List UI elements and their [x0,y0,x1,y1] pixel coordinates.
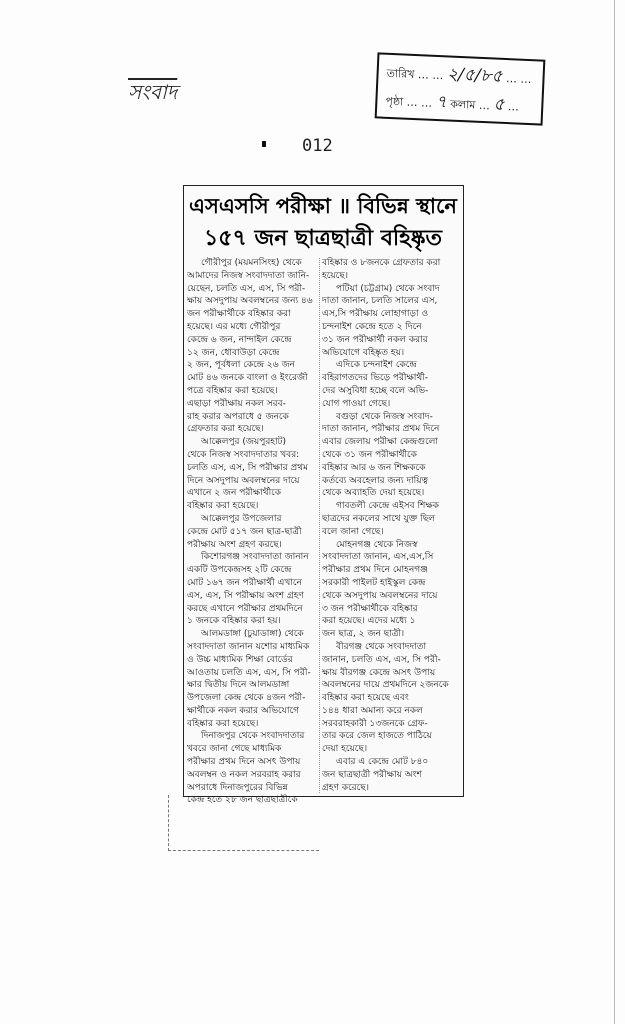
stamp-page-value: ৭ [435,91,448,113]
article-text-line: ১৪৪ ধারা অমান্য করে নকল [322,705,423,716]
article-text-line: যোগ পাওয়া গেছে। [322,398,391,409]
article-text-line: ক্ষায় অসদুপায় অবলম্বনের জন্য ৪৬ [187,296,313,307]
article-text-line: দাতা জানান, পরীক্ষার প্রথম দিনে [322,424,440,435]
article-text-line: হয়েছে। এর মধ্যে গৌরীপুর [187,321,281,332]
stamp-page-row: পৃষ্ঠা … … ৭ কলাম … ৫ … [385,91,520,115]
handwritten-source-name: সংবাদ [128,80,178,104]
article-text-line: থেকে অব্যাহতি দেয়া হয়েছে। [322,488,425,499]
column-divider [319,258,320,793]
article-text-line: বহিষ্কার আর ৬ জন শিক্ষককে [322,462,426,473]
article-text-line: পরীক্ষার প্রথম দিনে মোহনগঞ্জ [322,565,428,576]
article-text-line: এস,সি পরীক্ষায় লোহাগাড়া ও [322,309,429,320]
article-text-line: ৩ জন পরীক্ষার্থীকে বহিষ্কার [322,603,418,614]
article-text-line: কর্তব্যে অবহেলার জন্য দায়িত্ব [322,475,428,486]
article-text-line: য়েছেন, চলতি এস, এস, সি পরী- [187,283,306,294]
article-text-line: পরীক্ষায় অংশ গ্রহণ করছে। [187,539,282,550]
article-text-line: বহিরাগতদের ভিড়ে পরীক্ষার্থী- [322,373,429,384]
article-text-line: আলমডাঙ্গা (চুয়াডাঙ্গা) থেকে [201,629,304,640]
article-text-line: এখানে ২ জন পরীক্ষার্থীকে [187,488,282,499]
headline-line-2: ১৫৭ জন ছাত্রছাত্রী বহিষ্কৃত [204,226,442,251]
stamp-column-value: ৫ [493,94,505,115]
article-text-line: ১ জনকে বহিষ্কার করা হয়। [187,616,281,627]
page-edge-line [614,0,615,1024]
article-column-left [187,257,317,807]
article-text-line: খবরে জানা গেছে মাধ্যমিক [187,744,282,755]
article-text-line: কিশোরগঞ্জ সংবাদদাতা জানান [201,552,309,563]
article-text-line: আমাদের নিজস্ব সংবাদদাতা জানি- [187,270,310,281]
article-text-line: থেকে নিজস্ব সংবাদদাতার খবর: [187,449,300,460]
article-headline [186,190,460,255]
article-text-line: পত্রে বহিষ্কার করা হয়েছে। [187,385,278,396]
article-text-line: আক্কেলপুর উপজেলার [201,513,282,524]
article-text-line: ক্ষায় বীরগঞ্জ কেন্দ্রে অসৎ উপায় [322,667,436,678]
article-text-line: পটিয়া (চট্টগ্রাম) থেকে সংবাদ [336,283,440,294]
article-text-line: মোহনগঞ্জ থেকে নিজস্ব [336,539,418,550]
article-text-line: অবলম্বনের দায়ে প্রথমদিনে ২জনকে [322,680,449,691]
article-text-line: অপরাধে দিনাজপুরের বিভিন্ন [187,782,288,793]
article-text-line: ২ জন, পূর্বধলা কেন্দ্রে ২৬ জন [187,360,295,371]
article-text-line: থেকে ৩১ জন পরীক্ষার্থীকে [322,449,417,460]
article-text-line: কেন্দ্রে মোট ৫১৭ জন ছাত্র-ছাত্রী [187,526,302,537]
article-text-line: এস, এস, সি পরীক্ষায় অংশ গ্রহণ [187,590,304,601]
article-text-line: ক্ষার দ্বিতীয় দিনে আলমডাঙ্গা [187,680,290,691]
article-text-line: উপজেলা কেন্দ্র থেকে ৪জন পরী- [187,693,306,704]
article-text-line: বগুড়া থেকে নিজস্ব সংবাদ- [336,411,433,422]
article-text-line: বহিষ্কার করা হয়েছে। [187,501,259,512]
article-text-line: কেন্দ্র হতে ২৮ জন ছাত্রছাত্রীকে [187,795,298,806]
article-text-line: থেকে অসদুপায় অবলম্বনের দায়ে [322,590,438,601]
article-text-line: তার করে জেল হাজতে পাঠিয়ে [322,731,432,742]
article-text-line: মোট ৪৬ জনকে বাংলা ও ইংরেজী [187,373,308,384]
article-text-line: এবার এ কেন্দ্রে মোট ৮৪০ [336,757,429,768]
article-text-line: বহিষ্কার করা হয়েছে। [187,718,259,729]
article-text-line: জানান, চলতি এস, এস, সি পরী- [322,654,441,665]
article-text-line: বীরগঞ্জ থেকে সংবাদদাতা [336,641,427,652]
article-text-line: অভিযোগে বহিষ্কৃত হয়। [322,347,405,358]
article-text-line: দাতা জানান, চলতি সালের এস, [322,296,438,307]
article-text-line: দিনে অসদুপায় অবলম্বনের দায়ে [187,475,300,486]
article-text-line: গ্রেফতার করা হয়েছে। [187,424,264,435]
article-text-line: দের অসুবিধা হচ্ছে বলে অভি- [322,385,429,396]
headline-line-1: এসএসসি পরীক্ষা ॥ বিভিন্ন স্থানে [189,194,457,218]
article-text-line: এবার জেলায় পরীক্ষা কেন্দ্রগুলো [322,437,438,448]
article-text-line: রাহ করার অপরাধে ৫ জনকে [187,411,289,422]
article-text-line: করা হয়েছে। এদের মধ্যে ১ [322,616,416,627]
article-text-line: ও উচ্চ মাধ্যমিক শিক্ষা বোর্ডের [187,654,293,665]
article-text-line: সংবাদদাতা জানান, এস,এস,সি [322,552,434,563]
article-text-line: ৩১ জন পরীক্ষার্থী নকল করার [322,334,428,345]
article-text-line: এছাড়া পরীক্ষায় নকল সরব- [187,398,286,409]
stamp-date-value: ২/৫/৮৫ [446,64,503,87]
article-text-line: অবলম্বন ও নকল সরবরাহ করার [187,769,301,780]
article-text-line: বলে জানা গেছে। [322,526,384,537]
article-text-line: গৌরীপুর (ময়মনসিংহ) থেকে [201,258,302,268]
article-text-line: গ্রহণ করেছে। [322,782,369,793]
article-text-line: চলতি এস, এস, সি পরীক্ষার প্রথম [187,462,309,473]
article-text-line: এদিকে চন্দনাইশ কেন্দ্রে [336,360,417,371]
article-text-line: গাবতলী কেন্দ্রে এইসব শিক্ষক [336,501,439,512]
article-text-line: আক্কেলপুর (জয়পুরহাট) [201,437,287,448]
article-text-line: আওতায় চলতি এস, এস, সি পরী- [187,667,311,678]
article-text-line: মোট ১৬৭ জন পরীক্ষার্থী এখানে [187,577,302,588]
article-text-line: হয়েছে। [322,270,348,281]
article-text-line: ১২ জন, ধোবাউড়া কেন্দ্রে [187,347,280,358]
article-text-line: সরকারী পাইলট হাইস্কুল কেন্দ্র [322,577,426,588]
article-text-line: দেয়া হয়েছে। [322,744,368,755]
archive-stamp [375,52,546,125]
article-text-line: সরবরাহকারী ১৩জনকে গ্রেফ- [322,718,428,729]
article-text-line: কেন্দ্রে ৬ জন, নান্দাইল কেন্দ্রে [187,334,292,345]
stamp-date-label: তারিখ [386,66,415,81]
stamp-column-label: কলাম [449,97,476,112]
stamp-page-label: পৃষ্ঠা [385,94,404,109]
scan-speck [262,141,266,147]
article-text-line: চন্দনাইশ কেন্দ্রে হতে ২ দিনে [322,321,422,332]
article-column-right [322,257,460,794]
article-text-line: ছাত্রদের নকলের সাথে যুক্ত ছিল [322,513,436,524]
article-text-line: বহিষ্কার করা হয়েছে এবং [322,693,409,704]
article-text-line: জন পরীক্ষার্থীকে বহিষ্কার করা [187,309,291,320]
article-text-line: পরীক্ষার প্রথম দিনে অসৎ উপায় [187,757,301,768]
article-text-line: জন ছাত্র, ২ জন ছাত্রী। [322,629,405,640]
article-text-line: বহিষ্কার ও ৮জনকে গ্রেফতার করা [322,258,441,268]
article-text-line: করছে এখানে পরীক্ষার প্রথমদিনে [187,603,303,614]
article-text-line: একটি উপকেন্দ্রসহ ২টি কেন্দ্রে [187,565,292,576]
article-text-line: দিনাজপুর থেকে সংবাদদাতার [201,731,305,742]
article-text-line: ক্ষার্থীকে নকল করার অভিযোগে [187,705,299,716]
archive-page-number: 012 [302,136,333,156]
stamp-date-row: তারিখ … … ২/৫/৮৫ … … [386,64,532,87]
article-text-line: সংবাদদাতা জানান যশোর মাধ্যমিক [187,641,310,652]
article-text-line: জন ছাত্রছাত্রী পরীক্ষায় অংশ [322,769,422,780]
